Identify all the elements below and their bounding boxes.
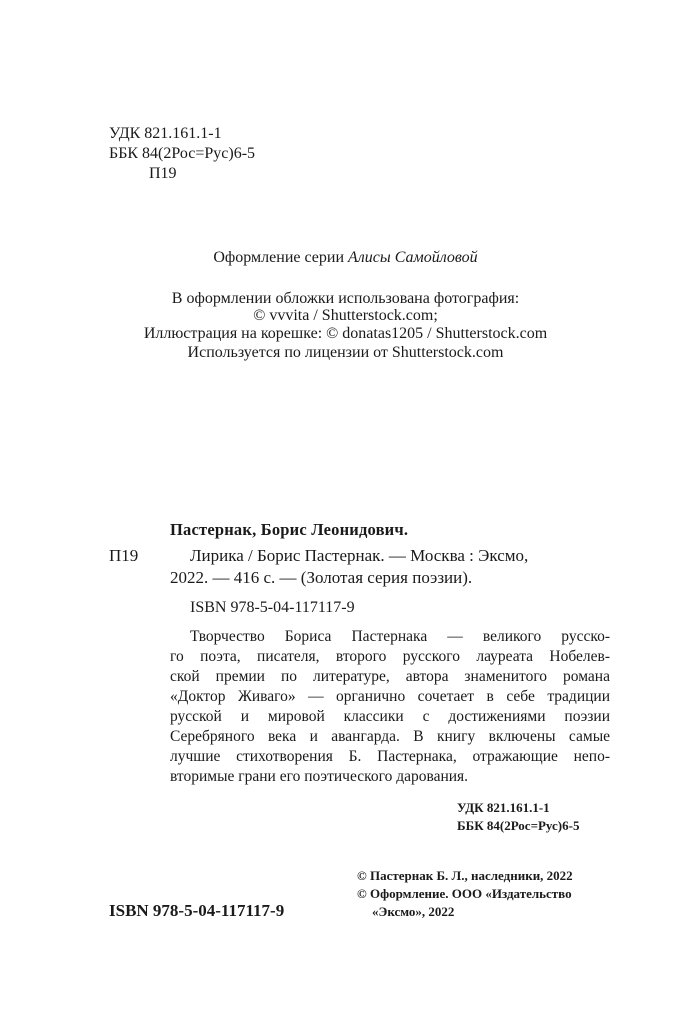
catalog-title-line: 2022. — 416 с. — (Золотая серия поэзии). [170, 568, 473, 587]
cover-credit-line: Используется по лицензии от Shutterstock.com [187, 344, 504, 361]
series-design-name: Алисы Самойловой [348, 249, 478, 266]
udk-code: УДК 821.161.1-1 [109, 125, 222, 142]
footer-isbn: ISBN 978-5-04-117117-9 [109, 901, 285, 920]
copyright-line: © Оформление. ООО «Издательство [357, 886, 572, 901]
annotation [170, 627, 610, 787]
annotation-line: Творчество Бориса Пастернака — великого русско- [190, 628, 610, 645]
copyright-line: «Эксмо», 2022 [372, 904, 455, 919]
cover-credit-line: Иллюстрация на корешке: © donatas1205 / Shutterstock.com [143, 325, 548, 342]
catalog-udk: УДК 821.161.1-1 [457, 800, 550, 815]
annotation-line: Серебряного века и авангарда. В книгу включены самые [170, 728, 610, 745]
annotation-line: го поэта, писателя, второго русского лауреата Нобелев- [170, 648, 610, 665]
annotation-line: лучшие стихотворения Б. Пастернака, отражающие непо- [170, 748, 610, 765]
author-mark: П19 [149, 165, 177, 182]
annotation-line: русской и мировой классики с достижениями поэзии [170, 708, 610, 725]
annotation-line: ской премии по литературе, автора знаменитого романа [170, 668, 610, 685]
catalog-bbk: ББК 84(2Рос=Рус)6-5 [457, 818, 580, 833]
catalog-author-mark: П19 [109, 546, 139, 565]
catalog-title-line: Лирика / Борис Пастернак. — Москва : Эксмо, [190, 546, 529, 565]
annotation-line: «Доктор Живаго» — органично сочетает в себе традиции [170, 688, 610, 705]
series-design-prefix: Оформление серии [213, 249, 345, 266]
annotation-line: вторимые грани его поэтического дарования. [170, 768, 469, 785]
cover-credit-line: © vvvita / Shutterstock.com; [253, 307, 438, 324]
catalog-isbn: ISBN 978-5-04-117117-9 [190, 599, 355, 616]
catalog-author-heading: Пастернак, Борис Леонидович. [170, 520, 409, 539]
cover-credit-line: В оформлении обложки использована фотография: [171, 290, 520, 307]
bbk-code: ББК 84(2Рос=Рус)6-5 [109, 145, 256, 162]
series-design-credit [0, 248, 691, 268]
copyright-line: © Пастернак Б. Л., наследники, 2022 [357, 868, 573, 883]
